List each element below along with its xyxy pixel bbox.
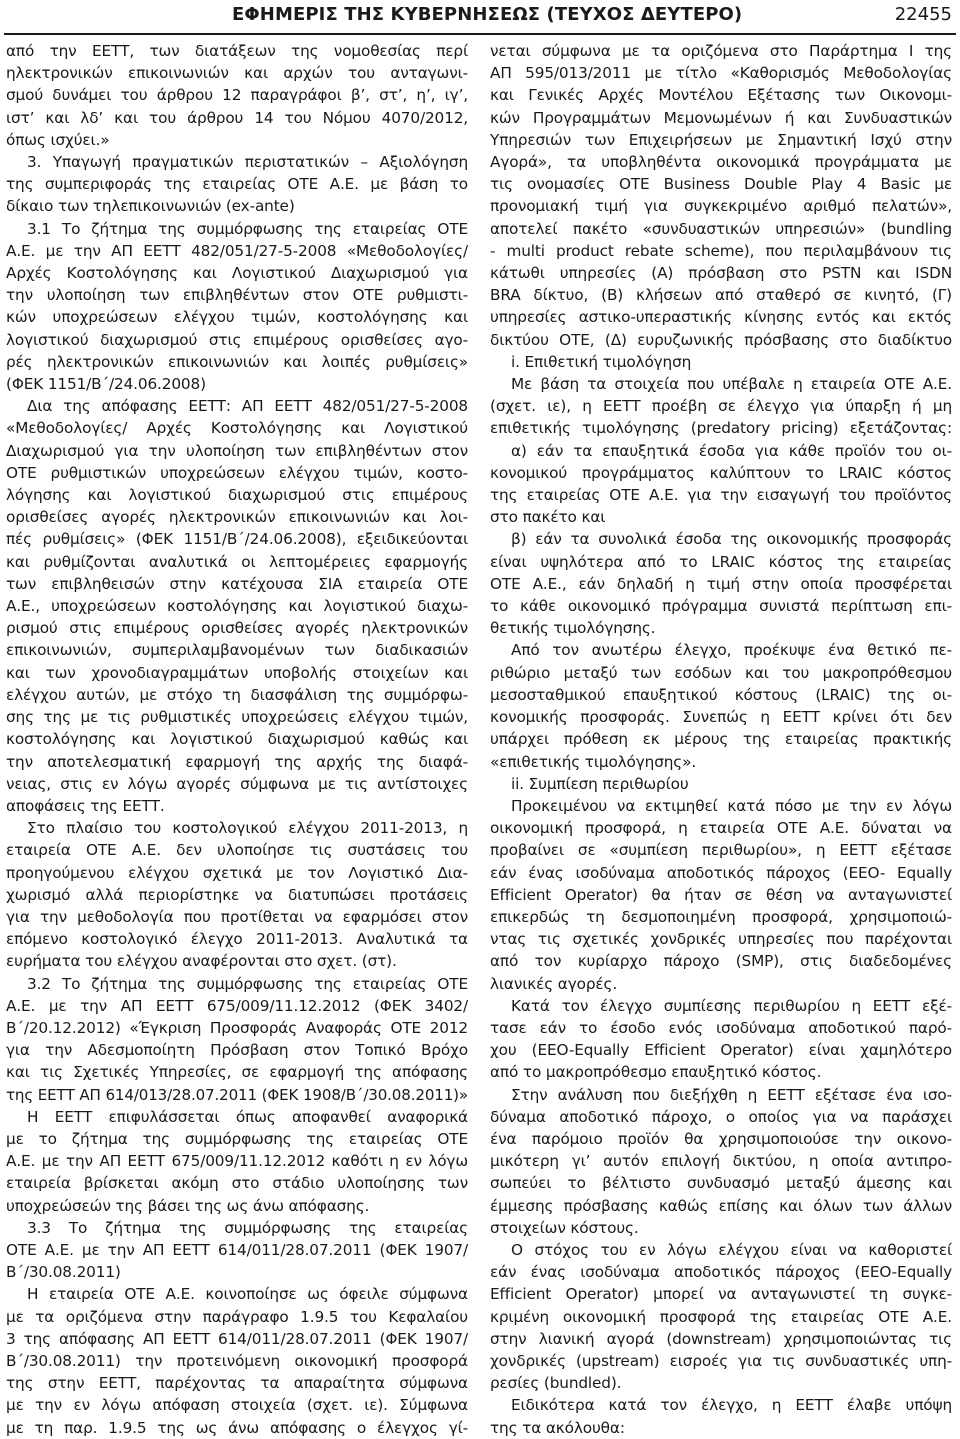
text-line: στο πακέτο και	[490, 508, 606, 527]
text-line: ελέγχου αυτών, με στόχο τη διασφάλιση της συμμόρφω-	[6, 685, 468, 704]
text-line: σωπεύει το βέλτιστο συνδυασμό μεταξύ άμεσης και	[490, 1174, 952, 1193]
text-line: στην λιανική αγορά (downstream) χρησιμοποιώντας τις	[490, 1329, 952, 1348]
text-line: κονομικού προγράμματος καλύπτουν το LRAIC κόστος	[490, 463, 952, 482]
text-line: σμού δυνάμει του άρθρου 12 παραγράφοι β’, στ’, η’, ιγ’,	[6, 86, 468, 105]
page-number: 22455	[894, 4, 952, 25]
text-line: Efficient Operator) μπορεί να ανταγωνιστεί τη συγκε-	[490, 1285, 952, 1304]
text-line: ηλεκτρονικών επικοινωνιών και αρχών του ανταγωνι-	[6, 64, 468, 83]
text-line: ii. Συμπίεση περιθωρίου	[511, 774, 689, 793]
text-line: Με βάση τα στοιχεία που υπέβαλε η εταιρεία ΟΤΕ Α.Ε.	[511, 375, 952, 394]
text-line: Ειδικότερα κατά τον έλεγχο, η ΕΕΤΤ έλαβε υπόψη	[511, 1396, 952, 1415]
text-line: κριμένη οικονομική προσφορά της εταιρείας ΟΤΕ Α.Ε.	[490, 1307, 952, 1326]
text-line: Β΄/20.12.2012) «Έγκριση Προσφοράς Αναφοράς ΟΤΕ 2012	[6, 1018, 468, 1037]
text-line: Ο στόχος του εν λόγω ελέγχου είναι να καθοριστεί	[511, 1240, 952, 1259]
text-line: 3.1 Το ζήτημα της συμμόρφωσης της εταιρείας ΟΤΕ	[27, 219, 468, 238]
text-line: επιθετικής τιμολόγησης (predatory pricing) εξετάζοντας:	[490, 419, 952, 438]
text-line: β) εάν τα συνολικά έσοδα της οικονομικής προσφοράς	[511, 530, 952, 549]
text-line: Κατά τον έλεγχο συμπίεσης περιθωρίου η ΕΕΤΤ εξέ-	[511, 996, 952, 1015]
text-line: BRA δίκτυο, (Β) κλήσεων από σταθερό σε κινητό, (Γ)	[490, 286, 952, 305]
text-line: Αγορά», τα υποβληθέντα οικονομικά προγράμματα με	[490, 153, 952, 172]
text-line: Β΄/30.08.2011)	[6, 1263, 121, 1282]
text-line: 3.2 Το ζήτημα της συμμόρφωσης της εταιρείας ΟΤΕ	[27, 974, 468, 993]
text-line: Προκειμένου να εκτιμηθεί κατά πόσο με την εν λόγω	[511, 796, 952, 815]
text-line: το κάθε οικονομικό πρόγραμμα συνιστά περίπτωση επι-	[490, 597, 952, 616]
text-line: ιστ’ και λδ’ και του άρθρου 14 του Νόμου 4070/2012,	[6, 108, 468, 127]
text-line: χονδρικές (upstream) εισροές για τις συνδυαστικές υπη-	[490, 1351, 952, 1370]
text-line: της συμπεριφοράς της εταιρείας ΟΤΕ Α.Ε. με βάση το	[6, 175, 468, 194]
text-line: i. Επιθετική τιμολόγηση	[511, 352, 692, 371]
text-line: Αρχές Κοστολόγησης και Λογιστικού Διαχωρισμού για	[6, 264, 468, 283]
text-line: όπως ισχύει.»	[6, 130, 110, 149]
text-line: Η ΕΕΤΤ επιφυλάσσεται όπως αποφανθεί αναφορικά	[27, 1107, 468, 1126]
text-line: Α.Ε. με την ΑΠ ΕΕΤΤ 675/009/11.12.2012 (ΦΕΚ 3402/	[6, 996, 468, 1015]
text-line: Α.Ε. με την ΑΠ ΕΕΤΤ 675/009/11.12.2012 καθότι η εν λόγω	[6, 1152, 468, 1171]
text-line: (σχετ. ιε), η ΕΕΤΤ προέβη σε έλεγχο για ύπαρξη ή μη	[490, 397, 952, 416]
text-line: από το μακροπρόθεσμο επαυξητικό κόστος.	[490, 1063, 822, 1082]
right-column	[490, 40, 952, 1437]
text-line: υποχρεώσεών της βάσει της ως άνω απόφασης.	[6, 1196, 370, 1215]
text-line: Από τον ανωτέρω έλεγχο, προέκυψε ένα θετικό πε-	[511, 641, 952, 660]
text-line: ΟΤΕ Α.Ε., εάν δηλαδή η τιμή στην οποία προσφέρεται	[490, 574, 952, 593]
text-line: την υλοποίηση των επιβληθέντων στον ΟΤΕ ρυθμιστι-	[6, 286, 468, 305]
text-line: προβαίνει σε «συμπίεση περιθωρίου», η ΕΕΤΤ εξέτασε	[490, 841, 952, 860]
text-line: με το ζήτημα της συμμόρφωσης της εταιρείας ΟΤΕ	[6, 1129, 468, 1148]
text-line: κών Προγραμμάτων Μεμονωμένων ή και Συνδυαστικών	[490, 108, 952, 127]
text-line: λόγησης και λογιστικού διαχωρισμού στις επιμέρους	[6, 486, 468, 505]
text-line: Efficient Operator) θα ήταν σε θέση να ανταγωνιστεί	[490, 885, 952, 904]
text-line: για την μεθοδολογία που προτίθεται να εφαρμόσει στον	[6, 907, 468, 926]
text-line: εάν ένας ισοδύναμα αποδοτικός πάροχος (EEO- Equally	[490, 863, 952, 882]
text-line: και ρυθμίζονται αναλυτικά οι λεπτομέρειες εφαρμογής	[6, 552, 468, 571]
text-line: μικότερη γι’ αυτόν επιλογή δικτύου, η οποία αντιπρο-	[490, 1152, 952, 1171]
text-line: των επιβληθεισών στην κατέχουσα ΣΙΑ εταιρεία ΟΤΕ	[6, 574, 468, 593]
text-line: 3 της απόφασης ΑΠ ΕΕΤΤ 614/011/28.07.2011 (ΦΕΚ 1907/	[6, 1329, 468, 1348]
text-line: - multi product rebate scheme), που περιλαμβάνουν τις	[490, 241, 952, 260]
text-line: επικερδώς τη δεσμοποιημένη προσφορά, χρησιμοποιώ-	[490, 907, 952, 926]
text-line: είναι υψηλότερα από το LRAIC κόστος της εταιρείας	[490, 552, 952, 571]
text-line: και Γενικές Αρχές Μοντέλου Εξέτασης των Οικονομι-	[490, 86, 952, 105]
text-line: Στο πλαίσιο του κοστολογικού ελέγχου 2011-2013, η	[27, 819, 468, 838]
text-line: στοιχείων κόστους.	[490, 1218, 639, 1237]
text-line: κάτωθι υπηρεσίες (Α) πρόσβαση στο PSTN και ISDN	[490, 264, 952, 283]
text-line: 3. Υπαγωγή πραγματικών περιστατικών – Αξιολόγηση	[27, 153, 468, 172]
text-line: Β΄/30.08.2011) την προτεινόμενη οικονομική προσφορά	[6, 1351, 468, 1370]
text-line: ΟΤΕ ρυθμιστικών υποχρεώσεων ελέγχου τιμών, κοστο-	[6, 463, 468, 482]
text-line: Α.Ε. με την ΑΠ ΕΕΤΤ 482/051/27-5-2008 «Μεθοδολογίες/	[6, 241, 468, 260]
text-line: έμμεσης πρόσβασης καθώς επίσης και όλων των άλλων	[490, 1196, 952, 1215]
text-line: χωρισμό αλλά περιορίστηκε να διατυπώσει προτάσεις	[6, 885, 468, 904]
text-line: αποτελεί πακέτο «συνδυαστικών υπηρεσιών» (bundling	[490, 219, 952, 238]
text-line: για την Αδεσμοποίητη Πρόσβαση στον Τοπικό Βρόχο	[6, 1041, 468, 1060]
text-line: ρισμού στις επιμέρους ορισθείσες αγορές ηλεκτρονικών	[6, 619, 468, 638]
text-line: οικονομική προσφορά, η εταιρεία ΟΤΕ Α.Ε. δύναται να	[490, 819, 952, 838]
text-line: της ΕΕΤΤ ΑΠ 614/013/28.07.2011 (ΦΕΚ 1908/Β΄/30.08.2011)»	[6, 1085, 468, 1104]
text-line: ρές ηλεκτρονικών επικοινωνιών και λοιπές ρυθμίσεις»	[6, 352, 468, 371]
text-line: σης της με τις ρυθμιστικές υποχρεώσεις ελέγχου τιμών,	[6, 708, 468, 727]
text-line: χου (EEO-Equally Efficient Operator) είναι χαμηλότερο	[490, 1041, 952, 1060]
text-line: ευρήματα του ελέγχου αναφέρονται στο σχετ. (στ).	[6, 952, 397, 971]
text-line: κών υποχρεώσεων ελέγχου τιμών, κοστολόγησης και	[6, 308, 468, 327]
text-line: ορισθείσες αγορές ηλεκτρονικών επικοινωνιών και λοι-	[6, 508, 468, 527]
text-line: «Μεθοδολογίες/ Αρχές Κοστολόγησης και Λογιστικού	[6, 419, 468, 438]
text-line: «επιθετικής τιμολόγησης».	[490, 752, 697, 771]
text-line: 3.3 Το ζήτημα της συμμόρφωσης της εταιρείας	[27, 1218, 468, 1237]
text-line: προηγούμενου ελέγχου σχετικά με τον Λογιστικό Δια-	[6, 863, 468, 882]
text-line: δικτύου ΟΤΕ, (Δ) ευρυζωνικής πρόσβασης στο διαδίκτυο	[490, 330, 952, 349]
text-line: εταιρεία βρίσκεται ακόμη στο στάδιο υλοποίησης των	[6, 1174, 468, 1193]
text-line: και τις Σχετικές Υπηρεσίες, σε εφαρμογή της απόφασης	[6, 1063, 468, 1082]
text-line: με την εν λόγω απόφαση στοιχεία (σχετ. ιε). Σύμφωνα	[6, 1396, 468, 1415]
text-line: ένα παρόμοιο προϊόν θα χρησιμοποιούσε την οικονο-	[490, 1129, 952, 1148]
text-line: υπηρεσίες αστικο-υπεραστικής κίνησης εντός και εκτός	[490, 308, 952, 327]
text-line: νειας, στις εν λόγω αγορές σύμφωνα με τις αντίστοιχες	[6, 774, 468, 793]
text-line: κοστολόγησης και λογιστικού διαχωρισμού καθώς και	[6, 730, 468, 749]
text-line: την αποτελεσματική εφαρμογή της αρχής της διαφά-	[6, 752, 468, 771]
text-line: τις ονομασίες ΟΤΕ Business Double Play 4 Basic με	[490, 175, 952, 194]
text-line: Δια της απόφασης ΕΕΤΤ: ΑΠ ΕΕΤΤ 482/051/27-5-2008	[27, 397, 468, 416]
text-line: ρεσίες (bundled).	[490, 1374, 622, 1393]
text-line: με τη παρ. 1.9.5 της ως άνω απόφασης ο έλεγχος γί-	[6, 1418, 468, 1437]
text-line: επόμενο κοστολογικό έλεγχο 2011-2013. Αναλυτικά τα	[6, 930, 468, 949]
text-line: πές ρυθμίσεις» (ΦΕΚ 1151/Β΄/24.06.2008), εξειδικεύονται	[6, 530, 468, 549]
text-line: δύναμα αποδοτικό πάροχο, ο οποίος για να παράσχει	[490, 1107, 952, 1126]
text-line: λιανικές αγορές.	[490, 974, 618, 993]
text-line: Α.Ε., υποχρεώσεων κοστολόγησης και λογιστικού διαχω-	[6, 597, 468, 616]
text-line: της στην ΕΕΤΤ, παρέχοντας τα απαραίτητα σύμφωνα	[6, 1374, 468, 1393]
text-line: Υπηρεσιών των Επιχειρήσεων με Σημαντική Ισχύ στην	[490, 130, 952, 149]
text-line: θετικής τιμολόγησης.	[490, 619, 656, 638]
text-line: με τα οριζόμενα στην παράγραφο 1.9.5 του Κεφαλαίου	[6, 1307, 468, 1326]
text-line: νεται σύμφωνα με τα οριζόμενα στο Παράρτημα Ι της	[490, 42, 952, 60]
gazette-title: ΕΦΗΜΕΡΙΣ ΤΗΣ ΚΥΒΕΡΝΗΣΕΩΣ (ΤΕΥΧΟΣ ΔΕΥΤΕΡΟ)	[232, 4, 743, 25]
text-line: δίκαιο των τηλεπικοινωνιών (ex-ante)	[6, 197, 295, 216]
text-line: α) εάν τα επαυξητικά έσοδα για κάθε προϊόν του οι-	[511, 441, 952, 460]
text-line: μεσοσταθμικού επαυξητικού κόστους (LRAIC) της οι-	[490, 685, 952, 704]
text-line: εάν ένας ισοδύναμα αποδοτικός πάροχος (EEO-Equally	[490, 1263, 952, 1282]
text-line: επικοινωνιών, συμπεριλαμβανομένων των διαδικασιών	[6, 641, 468, 660]
text-line: αποφάσεις της ΕΕΤΤ.	[6, 796, 165, 815]
text-line: λογιστικού διαχωρισμού στις επιμέρους ορισθείσες αγο-	[6, 330, 468, 349]
text-line: της εταιρείας ΟΤΕ Α.Ε. για την εισαγωγή του προϊόντος	[490, 486, 952, 505]
text-line: ΟΤΕ Α.Ε. με την ΑΠ ΕΕΤΤ 614/011/28.07.2011 (ΦΕΚ 1907/	[6, 1240, 468, 1259]
text-line: και των χρονοδιαγραμμάτων υποβολής στοιχείων και	[6, 663, 468, 682]
text-line: ντας τις σχετικές χονδρικές υπηρεσίες που παρέχονται	[490, 930, 952, 949]
header-divider	[4, 33, 956, 35]
text-line: ριθώριο μεταξύ των εσόδων και του μακροπρόθεσμου	[490, 663, 952, 682]
text-line: κονομικής προσφοράς. Συνεπώς η ΕΕΤΤ κρίνει ότι δεν	[490, 708, 952, 727]
text-line: τασε εάν το έσοδο ενός ισοδύναμα αποδοτικού παρό-	[490, 1018, 952, 1037]
text-line: από τον κυρίαρχο πάροχο (SMP), στις διαδεδομένες	[490, 952, 952, 971]
text-line: προνομιακή τιμή για συγκεκριμένο αριθμό πελατών»,	[490, 197, 952, 216]
text-line: ΑΠ 595/013/2011 με τίτλο «Καθορισμός Μεθοδολογίας	[490, 64, 952, 83]
text-line: (ΦΕΚ 1151/Β΄/24.06.2008)	[6, 375, 206, 394]
text-line: της τα ακόλουθα:	[490, 1418, 625, 1437]
text-line: υπάρχει πρόθεση εκ μέρους της εταιρείας πρακτικής	[490, 730, 952, 749]
text-line: Η εταιρεία ΟΤΕ Α.Ε. κοινοποίησε ως όφειλε σύμφωνα	[27, 1285, 468, 1304]
text-line: Στην ανάλυση που διεξήχθη η ΕΕΤΤ εξέτασε ένα ισο-	[511, 1085, 952, 1104]
text-line: Διαχωρισμού για την υλοποίηση των επιβληθέντων στον	[6, 441, 468, 460]
left-column	[6, 40, 468, 1437]
text-line: από την ΕΕΤΤ, των διατάξεων της νομοθεσίας περί	[6, 42, 468, 60]
page-header	[0, 0, 960, 32]
text-line: εταιρεία ΟΤΕ Α.Ε. δεν υλοποίησε τις συστάσεις του	[6, 841, 468, 860]
